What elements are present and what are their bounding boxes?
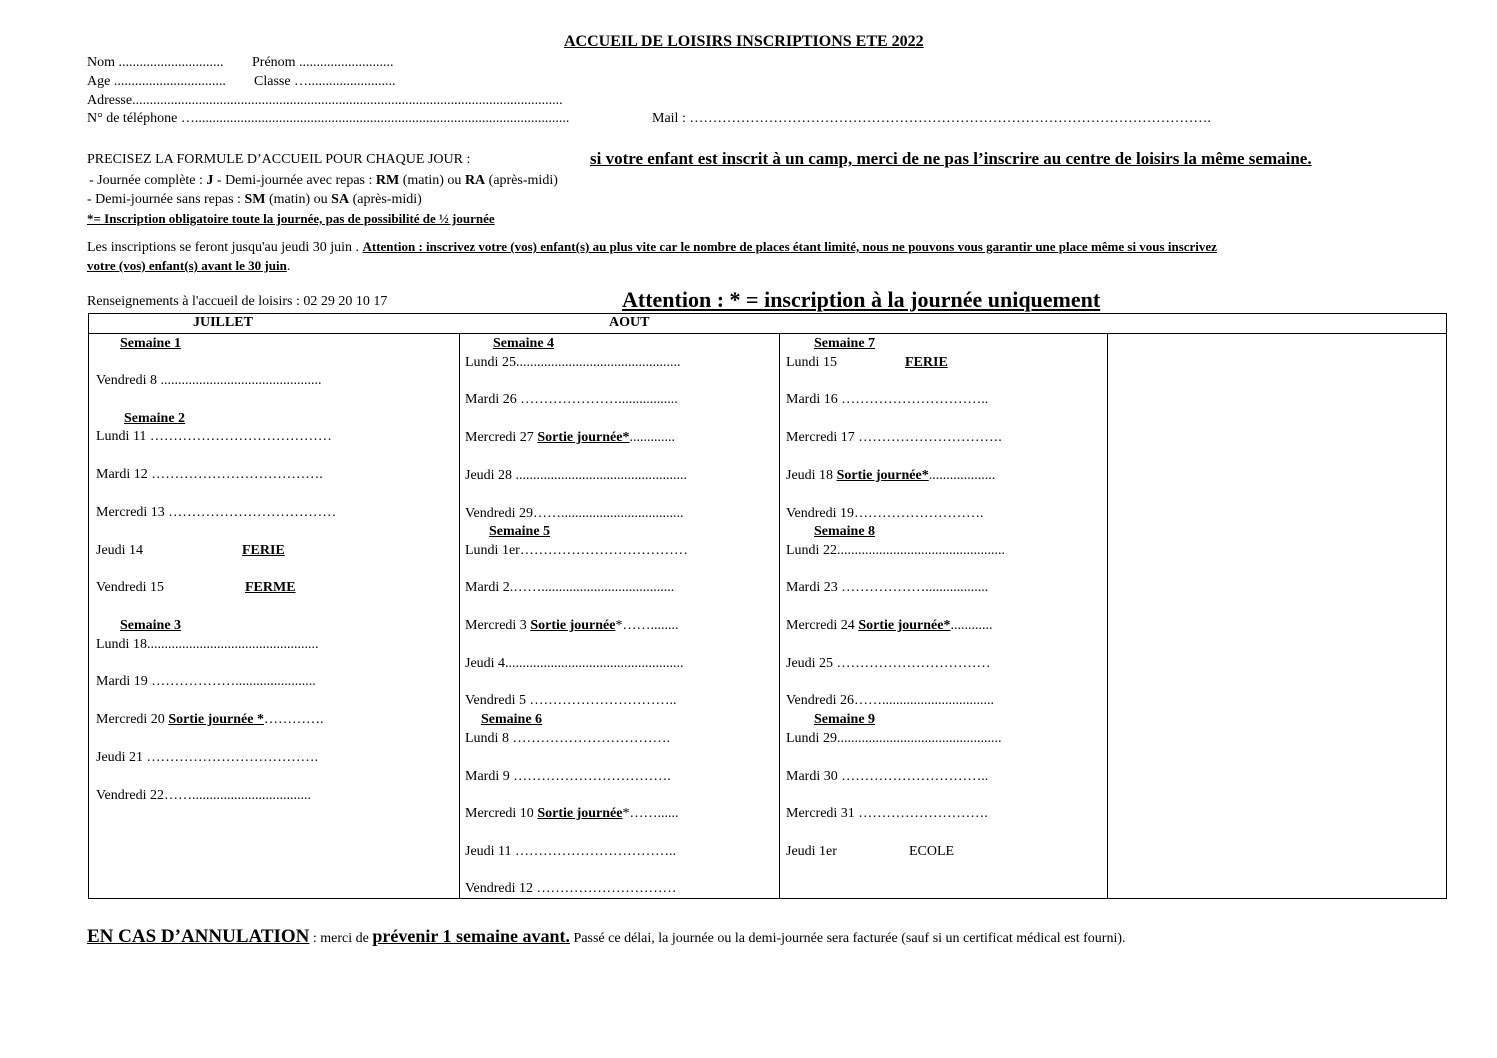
annulation-delay: prévenir 1 semaine avant. [372, 926, 571, 946]
text: - Demi-journée sans repas : [87, 192, 245, 207]
sortie-tag: Sortie journée [530, 618, 616, 633]
dots: ............. [629, 430, 675, 445]
dots: ............ [950, 618, 993, 633]
week-7: Semaine 7 [814, 336, 876, 351]
dots: ................... [928, 468, 996, 483]
text: - Demi-journée avec repas : [213, 173, 376, 188]
code-rm: RM [375, 173, 400, 188]
sortie-tag: Sortie journée * [168, 712, 264, 727]
day-vendredi-22[interactable]: Vendredi 22…….................................. [96, 788, 312, 803]
day-lundi-18[interactable]: Lundi 18................................................. [96, 637, 319, 652]
column-divider [779, 333, 780, 898]
text: Passé ce délai, la journée ou la demi-journée sera facturée (sauf si un certificat médical est fourni). [570, 931, 1126, 946]
formule-label: PRECISEZ LA FORMULE D’ACCUEIL POUR CHAQUE JOUR : [87, 152, 471, 167]
sortie-tag: Sortie journée* [858, 618, 951, 633]
day-mardi-9[interactable]: Mardi 9 ……………………………. [465, 769, 671, 784]
day-lundi-1[interactable]: Lundi 1er……………………………… [465, 543, 688, 558]
classe-field[interactable]: Classe …......................... [254, 74, 396, 89]
dots: *……...... [622, 806, 679, 821]
dots: …………. [263, 712, 324, 727]
formule-line-3: *= Inscription obligatoire toute la journée, pas de possibilité de ½ journée [87, 211, 495, 226]
week-3: Semaine 3 [120, 618, 182, 633]
text: - Journée complète : [89, 173, 207, 188]
day-label: Mercredi 27 [465, 430, 538, 445]
day-jeudi-1: Jeudi 1er [786, 844, 837, 859]
day-label: Mercredi 20 [96, 712, 169, 727]
week-9: Semaine 9 [814, 712, 876, 727]
sortie-tag: Sortie journée* [836, 468, 929, 483]
day-jeudi-25[interactable]: Jeudi 25 …………………………… [786, 656, 991, 671]
age-field[interactable]: Age ................................ [87, 74, 226, 89]
day-jeudi-28[interactable]: Jeudi 28 ................................................. [465, 468, 688, 483]
day-jeudi-18[interactable] [786, 468, 995, 484]
week-4: Semaine 4 [493, 336, 555, 351]
code-j: J [206, 173, 214, 188]
day-label: Mercredi 24 [786, 618, 859, 633]
day-mardi-12[interactable]: Mardi 12 ………………………………. [96, 467, 323, 482]
day-mardi-30[interactable]: Mardi 30 ………………………….. [786, 769, 989, 784]
annulation-heading: EN CAS D’ANNULATION [87, 926, 310, 947]
day-vendredi-29[interactable]: Vendredi 29……................................... [465, 506, 684, 521]
sortie-tag: Sortie journée [537, 806, 623, 821]
week-8: Semaine 8 [814, 524, 876, 539]
text: . [286, 259, 291, 274]
week-5: Semaine 5 [489, 524, 551, 539]
day-mercredi-27[interactable] [465, 430, 675, 446]
week-1: Semaine 1 [120, 336, 182, 351]
deadline-line-1 [87, 239, 1217, 256]
adresse-field[interactable]: Adresse........................................................................................................................... [87, 93, 563, 108]
ecole-tag: ECOLE [909, 844, 955, 859]
day-mardi-16[interactable]: Mardi 16 ………………………….. [786, 392, 989, 407]
day-mercredi-10[interactable] [465, 806, 678, 822]
mail-field[interactable]: Mail : …………………………………………………………………………………………………. [652, 111, 1211, 126]
day-jeudi-21[interactable]: Jeudi 21 ………………………………. [96, 750, 319, 765]
prenom-field[interactable]: Prénom ........................... [252, 55, 394, 70]
day-label: Mercredi 10 [465, 806, 538, 821]
nom-field[interactable]: Nom .............................. [87, 55, 224, 70]
day-lundi-29[interactable]: Lundi 29............................................... [786, 731, 1002, 746]
deadline-line-2 [87, 258, 290, 275]
day-lundi-8[interactable]: Lundi 8 ……………………………. [465, 731, 670, 746]
day-label: Mercredi 3 [465, 618, 531, 633]
day-jeudi-11[interactable]: Jeudi 11 …………………………….. [465, 844, 677, 859]
day-mercredi-13[interactable]: Mercredi 13 ……………………………… [96, 505, 337, 520]
day-jeudi-14: Jeudi 14 [96, 543, 144, 558]
text: (matin) ou [399, 173, 465, 188]
attention-heading: Attention : * = inscription à la journée uniquement [622, 287, 1101, 312]
day-lundi-11[interactable]: Lundi 11 ………………………………… [96, 429, 332, 444]
day-mardi-26[interactable]: Mardi 26 …………………................. [465, 392, 678, 407]
telephone-field[interactable]: N° de téléphone …........................................................................................................... [87, 111, 570, 126]
text: (après-midi) [349, 192, 422, 207]
week-2: Semaine 2 [124, 411, 186, 426]
deadline-warning-2: votre (vos) enfant(s) avant le 30 juin [87, 258, 287, 273]
header-juillet: JUILLET [193, 315, 253, 330]
day-mercredi-31[interactable]: Mercredi 31 ………………………. [786, 806, 988, 821]
day-vendredi-5[interactable]: Vendredi 5 ………………………….. [465, 693, 677, 708]
text: : merci de [309, 931, 373, 946]
page-title: ACCUEIL DE LOISIRS INSCRIPTIONS ETE 2022 [564, 33, 924, 50]
text: (matin) ou [265, 192, 332, 207]
day-mercredi-24[interactable] [786, 618, 992, 634]
code-ra: RA [464, 173, 486, 188]
week-6: Semaine 6 [481, 712, 543, 727]
day-mardi-2[interactable]: Mardi 2.……...................................... [465, 580, 675, 595]
day-vendredi-19[interactable]: Vendredi 19………………………. [786, 506, 984, 521]
formule-line-1 [89, 173, 558, 189]
code-sa: SA [331, 192, 350, 207]
column-divider [1107, 333, 1108, 898]
day-jeudi-4[interactable]: Jeudi 4................................................... [465, 656, 684, 671]
sortie-tag: Sortie journée* [537, 430, 630, 445]
code-sm: SM [244, 192, 266, 207]
day-vendredi-8[interactable]: Vendredi 8 .............................................. [96, 373, 322, 388]
day-mardi-23[interactable]: Mardi 23 ……………….................. [786, 580, 989, 595]
day-vendredi-15: Vendredi 15 [96, 580, 165, 595]
day-mercredi-17[interactable]: Mercredi 17 …………………………. [786, 430, 1002, 445]
text: (après-midi) [485, 173, 558, 188]
ferie-tag: FERIE [242, 543, 285, 558]
formule-line-2 [87, 192, 422, 208]
day-lundi-25[interactable]: Lundi 25............................................... [465, 355, 681, 370]
renseignements: Renseignements à l'accueil de loisirs : 02 29 20 10 17 [87, 294, 388, 309]
annulation-notice [87, 926, 1126, 948]
dots: *……........ [615, 618, 679, 633]
day-mercredi-20[interactable] [96, 712, 323, 728]
day-label: Jeudi 18 [786, 468, 837, 483]
day-lundi-22[interactable]: Lundi 22................................................ [786, 543, 1005, 558]
camp-warning: si votre enfant est inscrit à un camp, merci de ne pas l’inscrire au centre de loisirs la même semaine. [590, 149, 1312, 168]
deadline-warning: Attention : inscrivez votre (vos) enfant(s) au plus vite car le nombre de places étant limité, nous ne pouvons vous garantir une place même si vous inscrivez [362, 239, 1217, 254]
day-lundi-15: Lundi 15 [786, 355, 837, 370]
registration-table [88, 313, 1447, 899]
day-vendredi-26[interactable]: Vendredi 26……................................ [786, 693, 995, 708]
header-divider [89, 333, 1446, 334]
day-vendredi-12[interactable]: Vendredi 12 ………………………… [465, 881, 677, 896]
column-divider [459, 333, 460, 898]
day-mercredi-3[interactable] [465, 618, 678, 634]
ferme-tag: FERME [245, 580, 296, 595]
header-aout: AOUT [609, 315, 650, 330]
text: Les inscriptions se feront jusqu'au jeudi 30 juin . [87, 240, 363, 255]
day-mardi-19[interactable]: Mardi 19 ………………....................... [96, 674, 316, 689]
ferie-tag: FERIE [905, 355, 948, 370]
